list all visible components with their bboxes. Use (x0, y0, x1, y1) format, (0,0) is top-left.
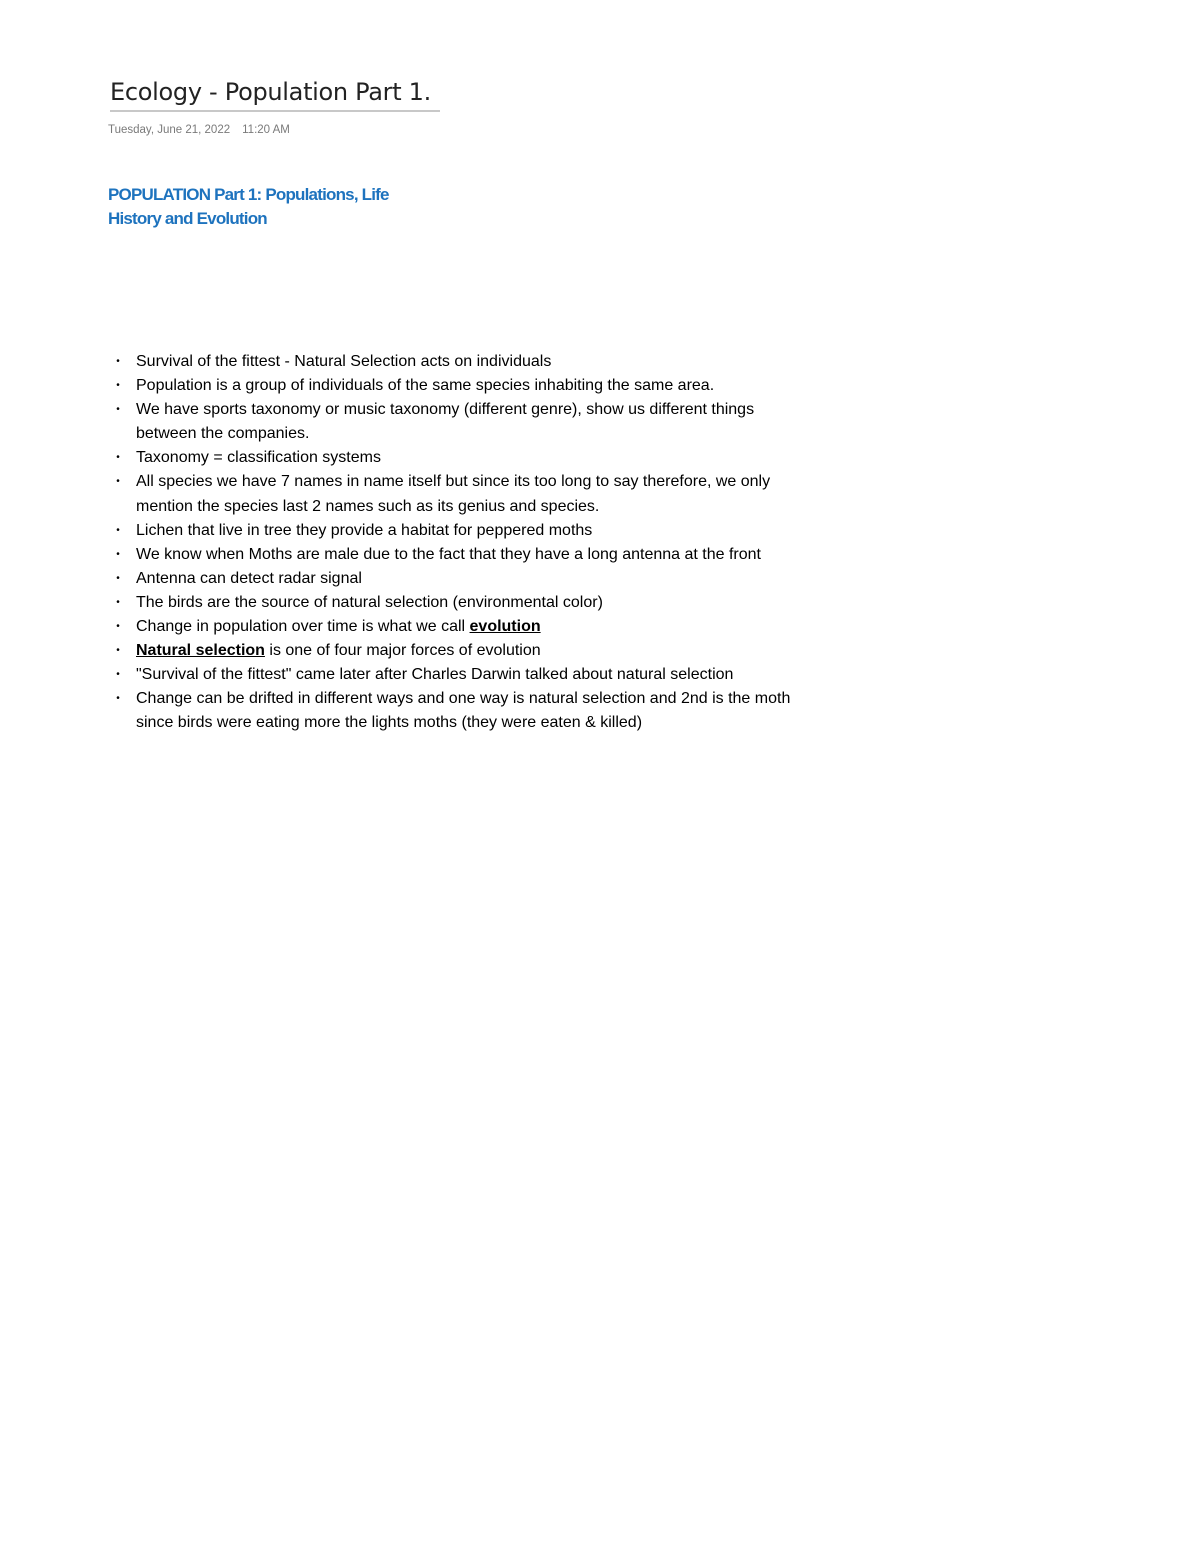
list-item-text: Taxonomy = classification systems (136, 449, 381, 467)
list-item-text: The birds are the source of natural selection (environmental color) (136, 593, 603, 611)
page-date: Tuesday, June 21, 2022 (108, 124, 231, 136)
bullet-icon: • (116, 404, 120, 416)
section-heading-line-1: POPULATION Part 1: Populations, Life (108, 185, 389, 204)
bullet-icon: • (116, 645, 120, 657)
bullet-icon: • (116, 548, 120, 560)
list-item (112, 543, 792, 567)
section-heading-line-2: History and Evolution (108, 209, 267, 228)
list-item (112, 374, 792, 398)
list-item (112, 519, 792, 543)
bullet-icon: • (116, 356, 120, 367)
list-item (112, 663, 792, 687)
page-time: 11:20 AM (242, 124, 290, 136)
list-item (112, 350, 792, 374)
bullet-icon: • (116, 693, 120, 705)
list-item (112, 591, 792, 615)
page-title: Ecology - Population Part 1. (110, 78, 440, 112)
list-item-text: Antenna can detect radar signal (136, 569, 362, 587)
page-timestamp (108, 124, 290, 136)
list-item (112, 687, 792, 735)
bullet-icon: • (116, 524, 120, 536)
list-item-text: All species we have 7 names in name itself but since its too long to say therefore, we only mention the species last 2 names such as its genius and species. (136, 473, 771, 515)
list-item (112, 398, 792, 446)
list-item (112, 615, 792, 639)
bullet-icon: • (116, 476, 120, 488)
section-heading (108, 183, 448, 231)
emphasis-natural-selection: Natural selection (136, 642, 265, 660)
list-item-text: Survival of the fittest - Natural Selection acts on individuals (136, 353, 552, 370)
list-item (112, 567, 792, 591)
list-item-text: is one of four major forces of evolution (264, 642, 541, 660)
bullet-icon: • (116, 452, 120, 464)
notes-list (112, 350, 792, 736)
list-item-text: We have sports taxonomy or music taxonomy (different genre), show us different things between the companies. (136, 401, 755, 443)
list-item (112, 446, 792, 470)
list-item-text: We know when Moths are male due to the fact that they have a long antenna at the front (136, 545, 761, 563)
bullet-icon: • (116, 621, 120, 633)
emphasis-evolution: evolution (469, 618, 541, 636)
list-item-text: Lichen that live in tree they provide a habitat for peppered moths (136, 521, 593, 539)
list-item (112, 470, 792, 518)
bullet-icon: • (116, 669, 120, 681)
list-item-text: Change in population over time is what we call (136, 618, 470, 636)
bullet-icon: • (116, 380, 120, 392)
list-item-text: Population is a group of individuals of the same species inhabiting the same area. (136, 377, 715, 395)
list-item (112, 639, 792, 663)
list-item-text: "Survival of the fittest" came later after Charles Darwin talked about natural selection (136, 666, 734, 684)
bullet-icon: • (116, 596, 120, 608)
bullet-icon: • (116, 572, 120, 584)
list-item-text: Change can be drifted in different ways and one way is natural selection and 2nd is the moth since birds were eating more the lights moths (they were eaten & killed) (136, 690, 791, 732)
